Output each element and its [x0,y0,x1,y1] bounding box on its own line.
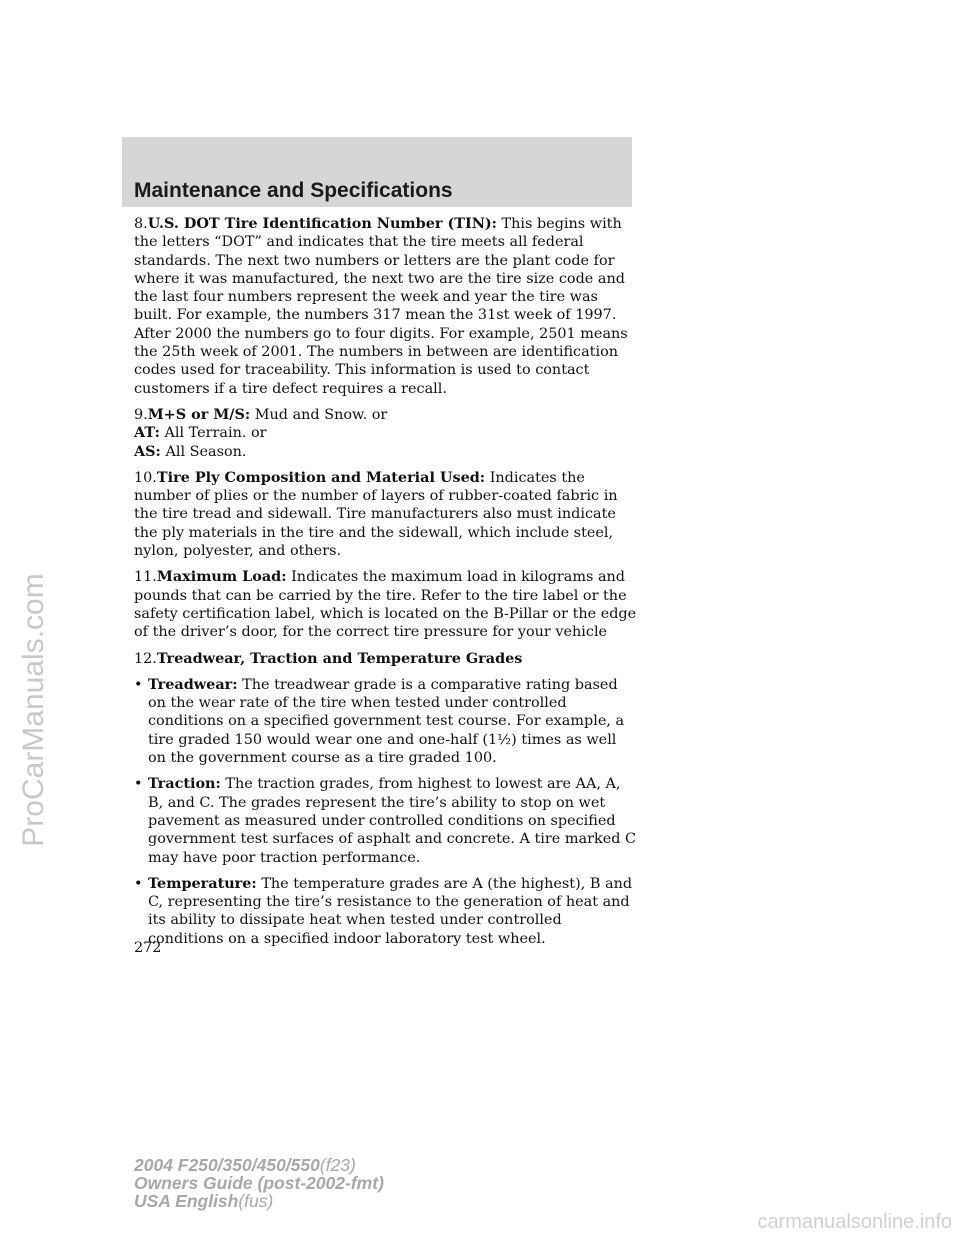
item-text: This begins with the letters “DOT” and indicates that the tire meets all federal standards. The next two numbers or letters are the plant code for where it was manufactured, the next two are the tire size code and the last four numbers represent the week and year the tire was built. For example, the numbers 317 mean the 31st week of 1997. After 2000 the numbers go to four digits. For example, 2501 means the 25th week of 2001. The numbers in between are identification codes used for traceability. This information is used to contact customers if a tire defect requires a recall. [134,216,628,397]
item-text: Indicates the number of plies or the number of layers of rubber-coated fabric in the tire tread and sidewall. Tire manufacturers also must indicate the ply materials in the tire and the sidewall, which include steel, nylon, polyester, and others. [134,469,618,560]
side-watermark-text: ProCarManuals.com [17,573,50,847]
item-ply [134,469,638,560]
item-load [134,568,638,641]
item-grades [134,650,638,668]
item-at [134,424,638,442]
section-title: Maintenance and Specifications [134,179,453,202]
footer-model: 2004 F250/350/450/550 [134,1155,320,1175]
item-label: Maximum Load: [156,568,287,586]
item-label: Tire Ply Composition and Material Used: [156,468,486,486]
footer-language-code: (fus) [238,1191,274,1211]
footer-language: USA English [134,1191,239,1211]
item-number: 10. [134,469,157,486]
bottom-watermark: carmanualsonline.info [757,1211,952,1233]
bullet-text: The treadwear grade is a comparative rating based on the wear rate of the tire when tested under controlled conditions on a specified government test course. For example, a tire graded 150 would wear one and one-half (1½) times as well on the government course as a tire graded 100. [148,676,625,767]
side-watermark [4,510,64,910]
bullet-label: Traction: [148,775,221,793]
bullet-treadwear [134,676,638,767]
footer-line-guide: Owners Guide (post-2002-fmt) [134,1173,384,1193]
bullet-label: Temperature: [148,874,257,892]
item-text: Indicates the maximum load in kilograms and pounds that can be carried by the tire. Refer to the tire label or the safety certification label, which is located on the B-Pillar or the edge of the driver’s door, for the correct tire pressure for your vehicle [134,569,637,641]
item-tin [134,215,638,398]
footer-model-code: (f23) [319,1155,356,1175]
bullet-temperature [134,875,638,948]
page-number: 272 [134,940,162,956]
item-text: All Season. [165,443,247,460]
item-ms [134,406,638,424]
item-label: AS: [134,442,161,460]
bullet-label: Treadwear: [148,675,238,693]
bullet-icon: • [134,776,143,793]
bullet-text: The temperature grades are A (the highest), B and C, representing the tire’s resistance to the generation of heat and its ability to dissipate heat when tested under controlled conditions on a specified indoor laboratory test wheel. [148,875,633,947]
item-text: Mud and Snow. or [254,406,388,423]
content-body [134,215,638,956]
item-number: 8. [134,216,148,232]
item-label: M+S or M/S: [147,405,251,423]
item-label: Treadwear, Traction and Temperature Grades [156,649,523,667]
section-header [122,137,632,207]
footer-line-language [134,1192,384,1210]
bullet-icon: • [134,875,143,892]
bullet-icon: • [134,676,143,693]
item-number: 11. [134,569,157,586]
item-label: U.S. DOT Tire Identification Number (TIN): [147,215,497,232]
item-number: 9. [134,406,148,423]
bullet-traction [134,775,638,866]
footer-line-model [134,1156,384,1174]
item-label: AT: [134,424,160,442]
document-footer [134,1156,384,1210]
item-text: All Terrain. or [164,425,267,442]
item-number: 12. [134,650,157,667]
bullet-text: The traction grades, from highest to lowest are AA, A, B, and C. The grades represent the tire’s ability to stop on wet pavement as measured under controlled conditions on specified government test surfaces of asphalt and concrete. A tire marked C may have poor traction performance. [148,776,637,866]
item-as [134,443,638,461]
